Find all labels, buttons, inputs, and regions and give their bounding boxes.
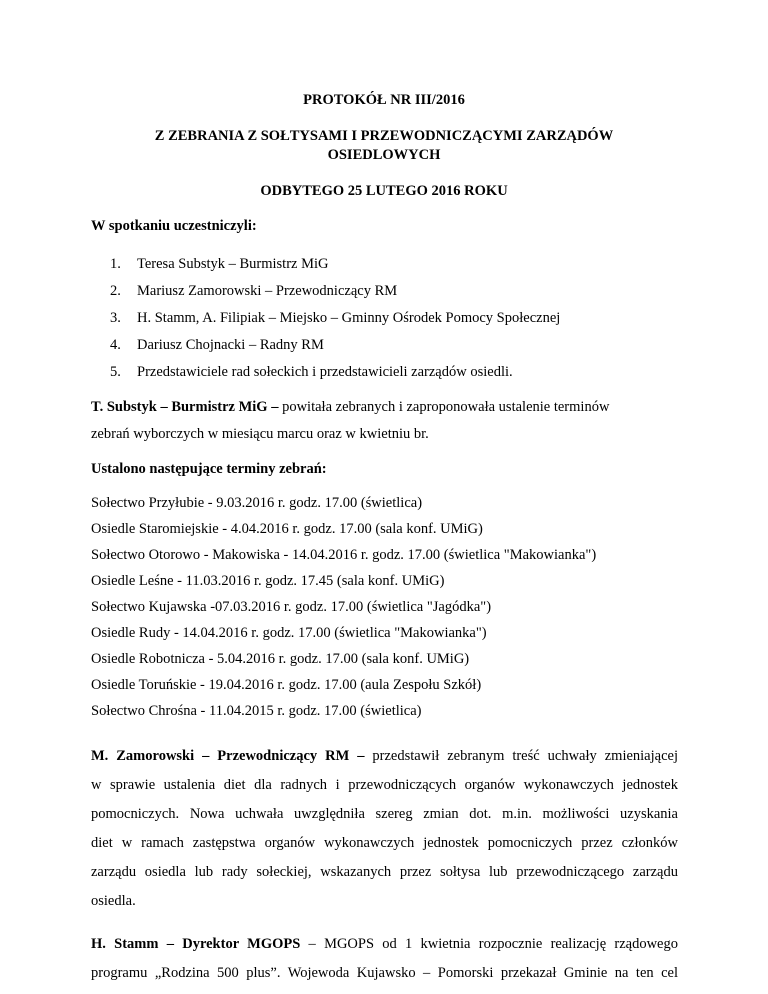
list-text: Mariusz Zamorowski – Przewodniczący RM	[137, 283, 398, 299]
list-number: 1.	[110, 256, 121, 272]
protocol-subtitle-line-1: Z ZEBRANIA Z SOŁTYSAMI I PRZEWODNICZĄCYMI ZARZĄDÓW	[154, 128, 614, 144]
stamm-paragraph-line-2: programu „Rodzina 500 plus”. Wojewoda Kujawsko – Pomorski przekazał Gminie na ten cel	[91, 965, 678, 981]
list-item: Osiedle Rudy - 14.04.2016 r. godz. 17.00 (świetlica "Makowianka")	[91, 625, 487, 641]
paragraph-text: przedstawił zebranym treść uchwały zmieniającej	[364, 748, 678, 764]
list-text: H. Stamm, A. Filipiak – Miejsko – Gminny Ośrodek Pomocy Społecznej	[137, 310, 561, 326]
zamorowski-paragraph-line-4: diet w ramach zastępstwa organów wykonawczych jednostek pomocniczych przez członków	[91, 835, 678, 851]
zamorowski-paragraph-line-2: w sprawie ustalenia diet dla radnych i przewodniczących organów wykonawczych jednostek	[91, 777, 678, 793]
list-item: Osiedle Staromiejskie - 4.04.2016 r. godz. 17.00 (sala konf. UMiG)	[91, 521, 483, 537]
list-text: Przedstawiciele rad sołeckich i przedstawicieli zarządów osiedli.	[137, 364, 513, 380]
zamorowski-paragraph-line-3: pomocniczych. Nowa uchwała uwzględniła szereg zmian dot. m.in. możliwości uzyskania	[91, 806, 678, 822]
list-number: 4.	[110, 337, 121, 353]
speaker-name: H. Stamm – Dyrektor MGOPS	[91, 936, 301, 952]
speaker-name: T. Substyk – Burmistrz MiG –	[91, 399, 279, 415]
list-item: Sołectwo Otorowo - Makowiska - 14.04.2016 r. godz. 17.00 (świetlica "Makowianka")	[91, 547, 597, 563]
protocol-title: PROTOKÓŁ NR III/2016	[303, 92, 465, 108]
paragraph-text: – MGOPS od 1 kwietnia rozpocznie realizację rządowego	[300, 936, 678, 952]
list-item: Osiedle Toruńskie - 19.04.2016 r. godz. 17.00 (aula Zespołu Szkół)	[91, 677, 482, 693]
participants-heading: W spotkaniu uczestniczyli:	[91, 218, 257, 234]
speaker-name: M. Zamorowski – Przewodniczący RM –	[91, 748, 365, 764]
paragraph-text: powitała zebranych i zaproponowała ustalenie terminów	[278, 399, 610, 415]
schedule-heading: Ustalono następujące terminy zebrań:	[91, 461, 327, 477]
list-number: 5.	[110, 364, 121, 380]
stamm-paragraph-line-1	[91, 936, 678, 953]
burmistrz-paragraph-line-2: zebrań wyborczych w miesiącu marcu oraz w kwietniu br.	[91, 426, 429, 442]
burmistrz-paragraph-line-1	[91, 399, 609, 416]
list-item: Sołectwo Przyłubie - 9.03.2016 r. godz. 17.00 (świetlica)	[91, 495, 423, 511]
list-item: Sołectwo Kujawska -07.03.2016 r. godz. 17.00 (świetlica "Jagódka")	[91, 599, 492, 615]
protocol-subtitle-line-2: OSIEDLOWYCH	[327, 147, 441, 163]
list-number: 2.	[110, 283, 121, 299]
list-text: Teresa Substyk – Burmistrz MiG	[137, 256, 329, 272]
list-number: 3.	[110, 310, 121, 326]
protocol-date: ODBYTEGO 25 LUTEGO 2016 ROKU	[260, 183, 508, 199]
list-item: Sołectwo Chrośna - 11.04.2015 r. godz. 17.00 (świetlica)	[91, 703, 422, 719]
zamorowski-paragraph-line-6: osiedla.	[91, 893, 136, 909]
zamorowski-paragraph-line-1	[91, 748, 678, 765]
list-item: Osiedle Leśne - 11.03.2016 r. godz. 17.45 (sala konf. UMiG)	[91, 573, 445, 589]
zamorowski-paragraph-line-5: zarządu osiedla lub rady sołeckiej, wskazanych przez sołtysa lub przewodniczącego zarządu	[91, 864, 678, 880]
list-item: Osiedle Robotnicza - 5.04.2016 r. godz. 17.00 (sala konf. UMiG)	[91, 651, 470, 667]
list-text: Dariusz Chojnacki – Radny RM	[137, 337, 324, 353]
